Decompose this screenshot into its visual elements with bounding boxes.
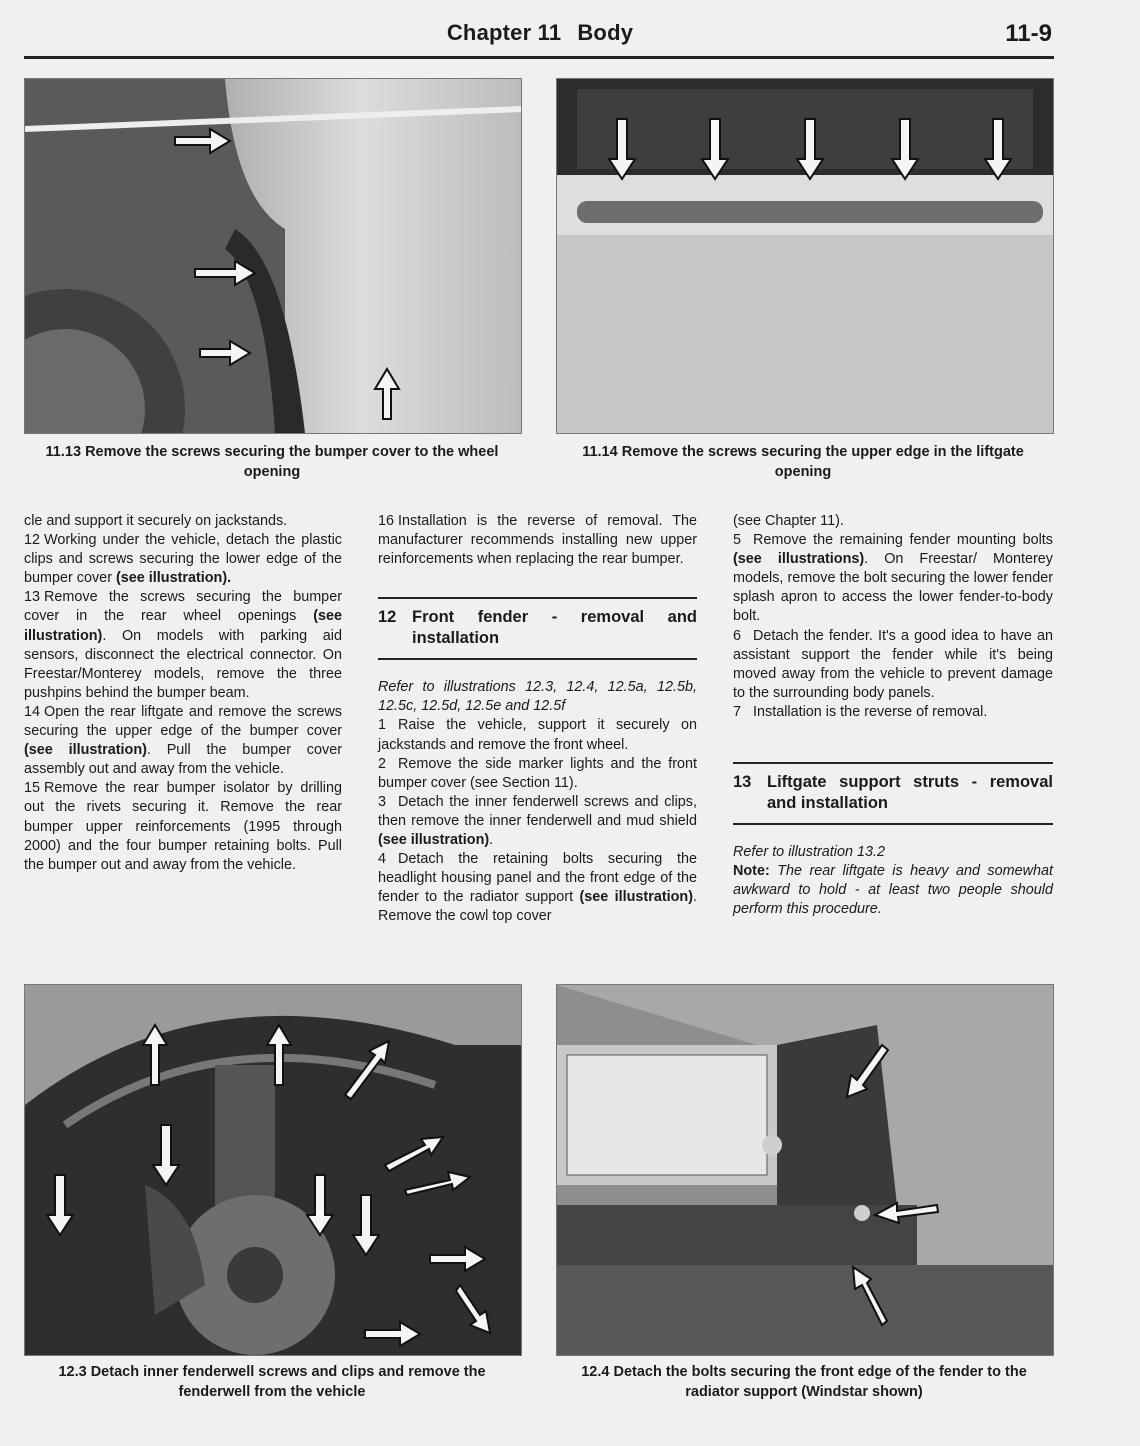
step-text: Detach the fender. It's a good idea to have an assistant support the fender while it's being moved away from the vehicle to prevent damage to the surrounding body panels.	[733, 627, 1053, 701]
note-label: Note:	[733, 863, 770, 880]
caption-text: Remove the screws securing the upper edge in the liftgate opening	[621, 444, 1024, 480]
illustration-ref: (see illustration)	[579, 889, 693, 906]
step-text: Remove the rear bumper isolator by drilling out the rivets securing it. Remove the rear bumper upper reinforcements (1995 through 2000) and the four bumper retaining bolts. Pull the bumper out and away from the vehicle.	[24, 780, 342, 873]
step-text: Installation is the reverse of removal. The manufacturer recommends installing new upper reinforcements when replacing the rear bumper.	[378, 513, 697, 568]
step-1	[378, 716, 697, 754]
step-7	[733, 703, 1053, 722]
step-12	[24, 531, 342, 588]
step-text: . On Freestar/ Monterey models, remove the bolt securing the lower fender splash apron to access the lower fender-to-body bolt.	[733, 551, 1053, 625]
step-13	[24, 588, 342, 703]
text-column-2	[378, 512, 697, 927]
step-text: Detach the inner fenderwell screws and clips, then remove the inner fenderwell and mud shield	[378, 793, 697, 829]
step-number: 12	[24, 532, 41, 549]
caption-number: 12.3	[58, 1364, 87, 1380]
step-text: .	[489, 832, 494, 849]
illustration-ref: (see illustration).	[115, 570, 232, 587]
note-text: The rear liftgate is heavy and somewhat awkward to hold - at least two people should perform this procedure.	[733, 863, 1053, 918]
step-text: Installation is the reverse of removal.	[753, 703, 988, 720]
step-text: Remove the remaining fender mounting bolts	[753, 532, 1053, 549]
step-3	[378, 793, 697, 850]
text-column-1	[24, 512, 342, 875]
step-number: 13	[24, 589, 41, 606]
step-text: . On models with parking aid sensors, disconnect the electrical connector. On Freestar/Monterey models, remove the three pushpins behind the bumper beam.	[24, 627, 342, 701]
step-text: Remove the screws securing the bumper cover in the rear wheel openings	[24, 589, 342, 625]
step-6	[733, 627, 1053, 703]
caption-12-4	[556, 1362, 1052, 1402]
step-15	[24, 779, 342, 874]
step-number: 5	[733, 532, 742, 549]
step-number: 15	[24, 780, 41, 797]
page-number: 11-9	[1005, 20, 1052, 47]
step-14	[24, 703, 342, 779]
step-text: Raise the vehicle, support it securely on jackstands and remove the front wheel.	[378, 717, 697, 753]
caption-number: 12.4	[581, 1364, 610, 1380]
caption-number: 11.13	[45, 444, 82, 460]
illustration-ref: (see illustration)	[378, 832, 490, 849]
header-rule	[24, 56, 1054, 59]
section-number: 12	[378, 608, 397, 627]
step-number: 14	[24, 703, 41, 720]
caption-text: Detach the bolts securing the front edge of the fender to the radiator support (Windstar shown)	[613, 1364, 1027, 1400]
step-number: 16	[378, 513, 395, 529]
note	[733, 862, 1053, 919]
section-title: Liftgate support struts - removal and installation	[767, 773, 1053, 813]
illustration-ref: (see illustrations)	[733, 551, 865, 568]
caption-11-14	[570, 442, 1036, 482]
caption-11-13	[24, 442, 520, 482]
step-2	[378, 755, 697, 793]
caption-text: Detach inner fenderwell screws and clips and remove the fenderwell from the vehicle	[90, 1364, 486, 1400]
photo-inner-fenderwell	[24, 984, 522, 1356]
illustration-reference: Refer to illustration 13.2	[733, 844, 885, 861]
photo-liftgate-opening	[556, 78, 1054, 434]
caption-number: 11.14	[582, 444, 618, 460]
chapter-label: Chapter 11	[446, 20, 562, 45]
photo-fender-radiator-support	[556, 984, 1054, 1356]
illustration-reference: Refer to illustrations 12.3, 12.4, 12.5a, 12.5b, 12.5c, 12.5d, 12.5e and 12.5f	[378, 679, 697, 715]
step-text: . Remove the cowl top cover	[378, 889, 697, 925]
step-16	[378, 512, 697, 569]
step-5	[733, 531, 1053, 626]
step-number: 3	[378, 793, 387, 810]
step-number: 1	[378, 717, 387, 734]
step-text: Working under the vehicle, detach the plastic clips and screws securing the lower edge of the bumper cover	[24, 532, 342, 587]
illustration-ref: (see illustration)	[24, 608, 342, 644]
section-heading-13	[733, 762, 1053, 825]
text-column-3	[733, 512, 1053, 919]
step-number: 6	[733, 627, 742, 644]
paragraph: cle and support it securely on jackstands.	[24, 513, 288, 529]
chapter-header	[0, 20, 1080, 46]
illustration-ref: (see illustration)	[24, 742, 147, 759]
step-number: 7	[733, 703, 742, 720]
step-number: 2	[378, 755, 387, 772]
step-4	[378, 850, 697, 926]
caption-text: Remove the screws securing the bumper cover to the wheel opening	[85, 444, 499, 480]
section-number: 13	[733, 773, 752, 792]
step-number: 4	[378, 851, 387, 868]
section-heading-12	[378, 597, 697, 660]
caption-12-3	[24, 1362, 520, 1402]
chapter-title: Body	[577, 20, 634, 45]
step-text: . Pull the bumper cover assembly out and away from the vehicle.	[24, 742, 342, 778]
section-title: Front fender - removal and installation	[412, 608, 697, 648]
step-text: Open the rear liftgate and remove the screws securing the upper edge of the bumper cover	[24, 703, 342, 740]
step-text: Detach the retaining bolts securing the headlight housing panel and the front edge of the fender to the radiator support	[378, 851, 697, 906]
step-text: Remove the side marker lights and the front bumper cover (see Section 11).	[378, 755, 697, 791]
photo-bumper-wheel-opening	[24, 78, 522, 434]
paragraph: (see Chapter 11).	[733, 513, 844, 529]
